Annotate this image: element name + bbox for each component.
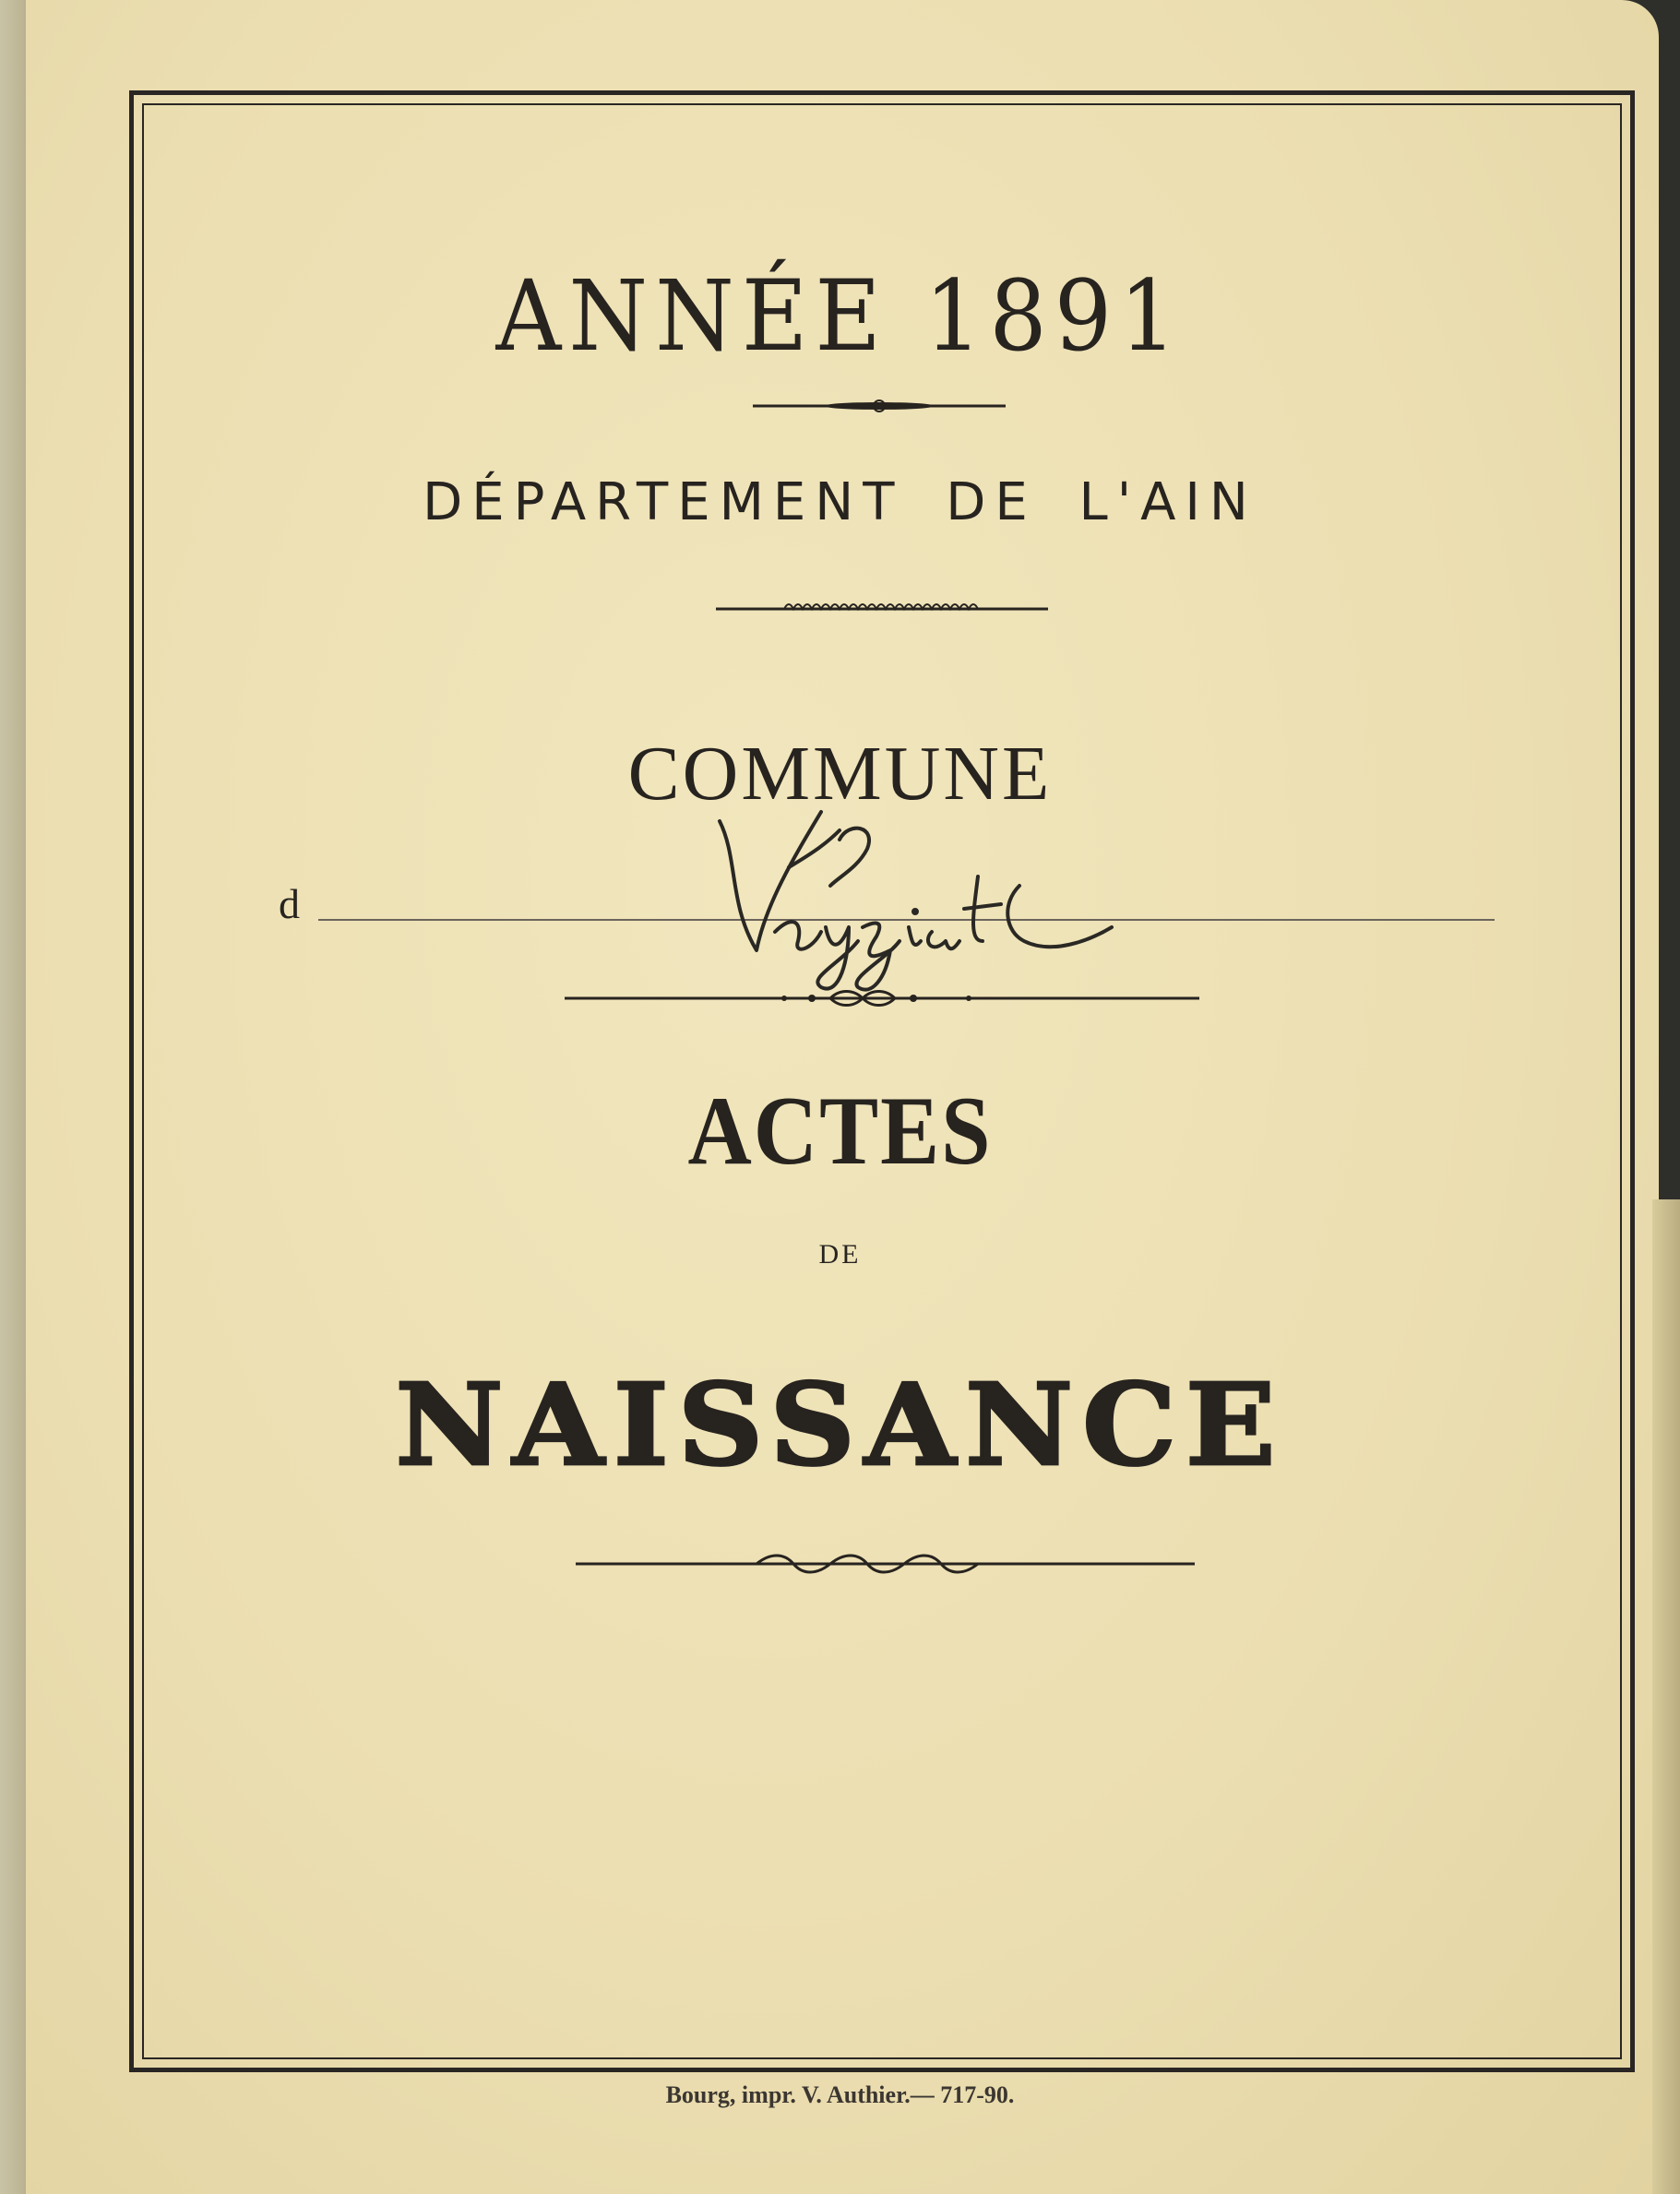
ornament-rule-4 [0,1550,1680,1578]
handwritten-commune-name [701,803,1126,1006]
de-label: DE [818,1239,862,1270]
ornament-rule-3 [0,984,1680,1011]
naissance-heading: NAISSANCE [395,1359,1285,1492]
page-edge [1652,1199,1680,2194]
acts-heading: ACTES [687,1076,993,1186]
year-heading: ANNÉE 1891 [495,260,1185,375]
printer-imprint: Bourg, impr. V. Authier.— 717-90. [665,2081,1015,2108]
department-heading: DÉPARTEMENT DE L'AIN [423,472,1257,532]
ornament-rule-2 [0,595,1680,623]
commune-prefix: d [279,880,300,927]
commune-heading: COMMUNE [627,731,1053,817]
ornament-rule-1 [0,392,1680,420]
